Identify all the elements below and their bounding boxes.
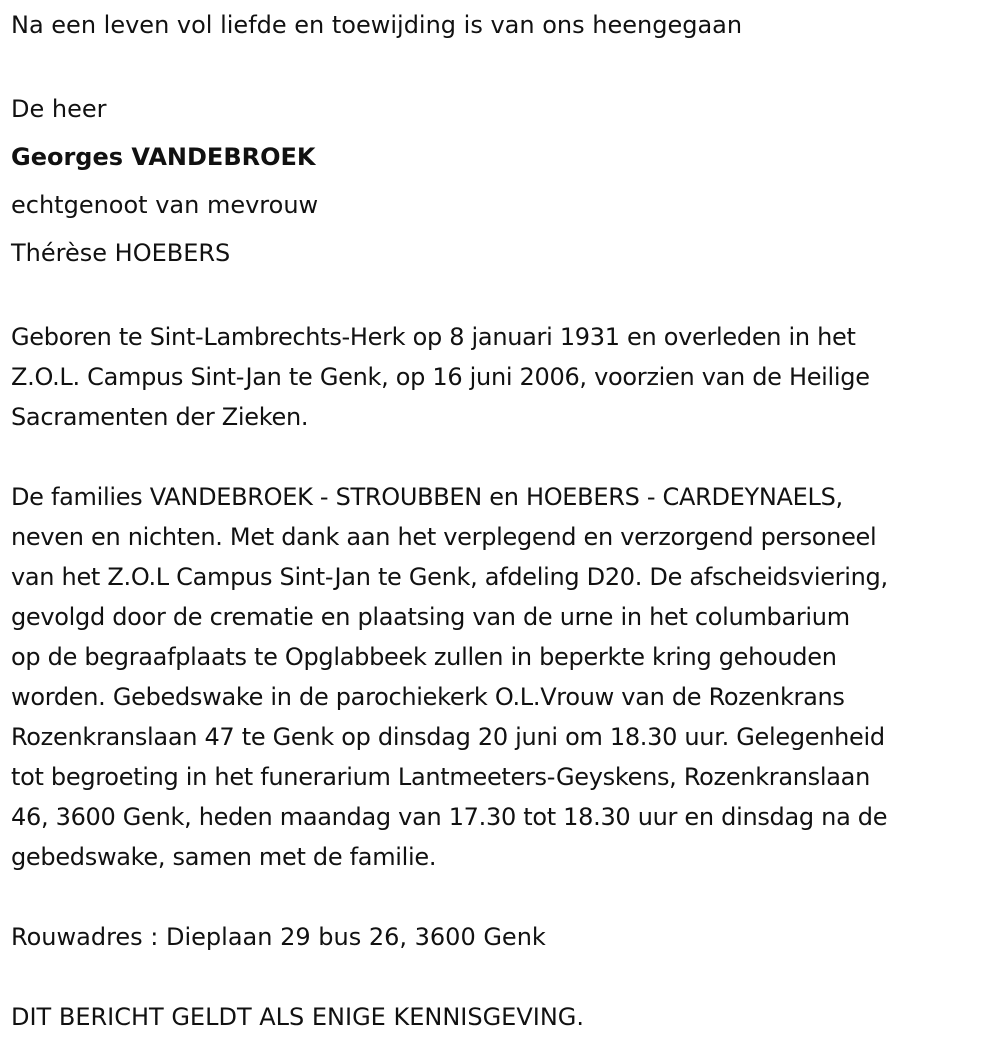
spacer: [11, 45, 996, 85]
paragraph-line: gebedswake, samen met de familie.: [11, 843, 437, 871]
spacer: [11, 437, 996, 477]
deceased-name: Georges VANDEBROEK: [11, 143, 316, 171]
name-block: [11, 85, 996, 277]
paragraph-line: Geboren te Sint-Lambrechts-Herk op 8 januari 1931 en overleden in het: [11, 323, 856, 351]
birth-death-paragraph: [11, 317, 996, 437]
mourning-address: Rouwadres : Dieplaan 29 bus 26, 3600 Genk: [11, 923, 546, 951]
paragraph-line: tot begroeting in het funerarium Lantmeeters-Geyskens, Rozenkranslaan: [11, 763, 870, 791]
paragraph-line: Sacramenten der Zieken.: [11, 403, 309, 431]
spacer: [11, 277, 996, 317]
paragraph-line: Z.O.L. Campus Sint-Jan te Genk, op 16 juni 2006, voorzien van de Heilige: [11, 363, 870, 391]
paragraph-line: neven en nichten. Met dank aan het verplegend en verzorgend personeel: [11, 523, 877, 551]
spacer: [11, 957, 996, 997]
paragraph-line: Rozenkranslaan 47 te Genk op dinsdag 20 juni om 18.30 uur. Gelegenheid: [11, 723, 885, 751]
spacer: [11, 877, 996, 917]
spouse-intro: echtgenoot van mevrouw: [11, 191, 319, 219]
family-paragraph: [11, 477, 996, 877]
paragraph-line: 46, 3600 Genk, heden maandag van 17.30 tot 18.30 uur en dinsdag na de: [11, 803, 888, 831]
paragraph-line: gevolgd door de crematie en plaatsing van de urne in het columbarium: [11, 603, 850, 631]
closing-statement: DIT BERICHT GELDT ALS ENIGE KENNISGEVING.: [11, 1003, 585, 1031]
paragraph-line: op de begraafplaats te Opglabbeek zullen in beperkte kring gehouden: [11, 643, 837, 671]
salutation: De heer: [11, 95, 107, 123]
intro-text: Na een leven vol liefde en toewijding is van ons heengegaan: [11, 11, 743, 39]
death-notice: [11, 5, 996, 1037]
paragraph-line: van het Z.O.L Campus Sint-Jan te Genk, afdeling D20. De afscheidsviering,: [11, 563, 888, 591]
paragraph-line: worden. Gebedswake in de parochiekerk O.L.Vrouw van de Rozenkrans: [11, 683, 845, 711]
paragraph-line: De families VANDEBROEK - STROUBBEN en HOEBERS - CARDEYNAELS,: [11, 483, 843, 511]
spouse-name: Thérèse HOEBERS: [11, 239, 231, 267]
